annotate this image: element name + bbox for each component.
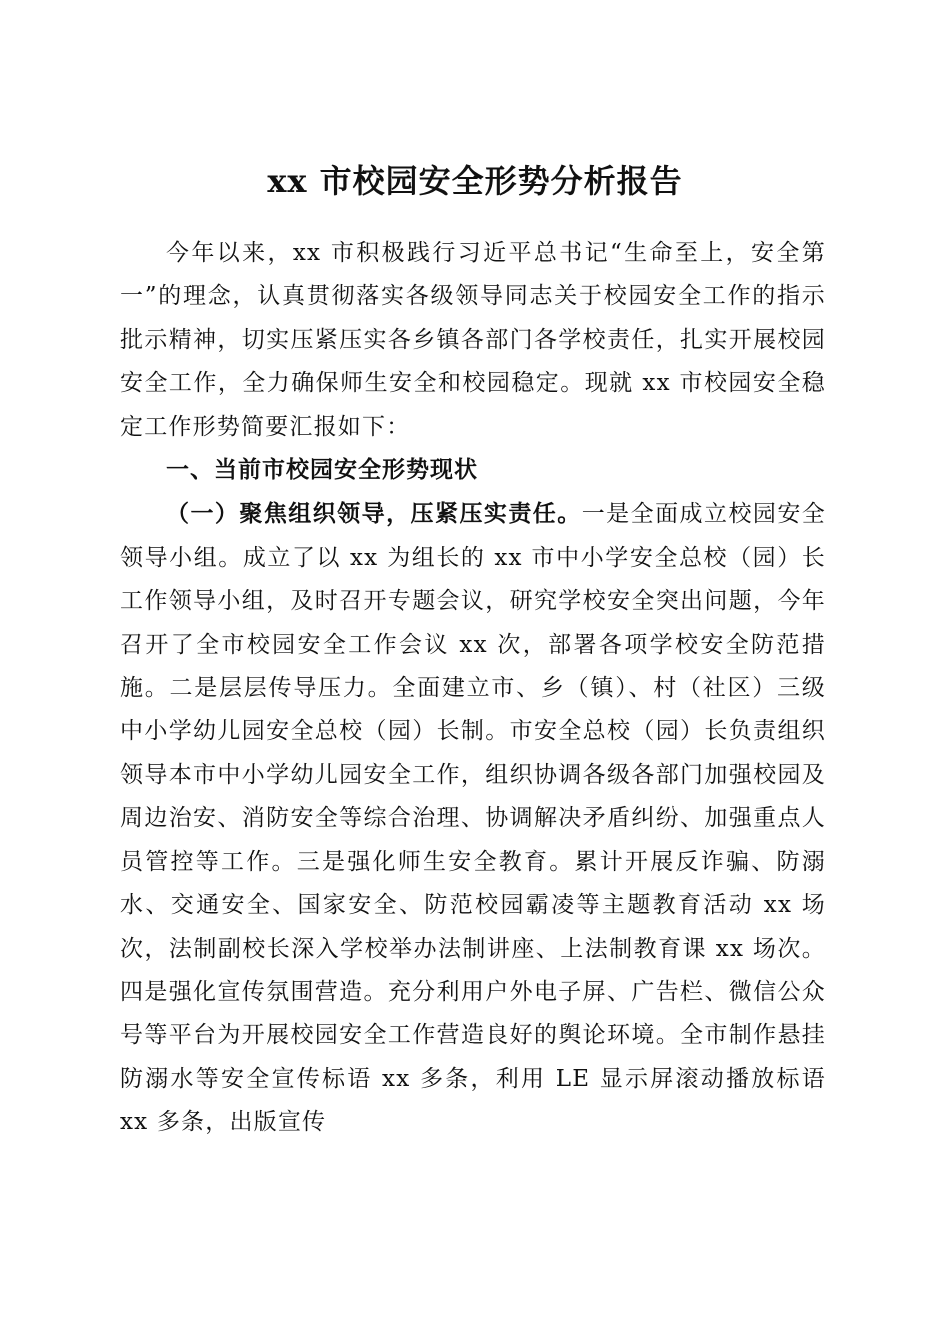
section-heading: 一、当前市校园安全形势现状 bbox=[166, 457, 478, 484]
document-body bbox=[120, 232, 826, 1145]
document-title: xx 市校园安全形势分析报告 bbox=[267, 162, 683, 201]
subsection-body: 一是全面成立校园安全领导小组。成立了以 xx 为组长的 xx 市中小学安全总校（园）长工作领导小组，及时召开专题会议，研究学校安全突出问题，今年召开了全市校园安全工作会议 xx 次，部署各项学校安全防范措施。二是层层传导压力。全面建立市、乡（镇）、村（社区）三级中小学幼儿园安全总校（园）长制。市安全总校（园）长负责组织领导本市中小学幼儿园安全工作，组织协调各级各部门加强校园及周边治安、消防安全等综合治理、协调解决矛盾纠纷、加强重点人员管控等工作。三是强化师生安全教育。累计开展反诈骗、防溺水、交通安全、国家安全、防范校园霸凌等主题教育活动 xx 场次，法制副校长深入学校举办法制讲座、上法制教育课 xx 场次。四是强化宣传氛围营造。充分利用户外电子屏、广告栏、微信公众号等平台为开展校园安全工作营造良好的舆论环境。全市制作悬挂防溺水等安全宣传标语 xx 多条，利用 LE 显示屏滚动播放标语 xx 多条，出版宣传 bbox=[120, 501, 827, 1136]
subsection-paragraph bbox=[120, 492, 826, 1144]
intro-paragraph: 今年以来，xx 市积极践行习近平总书记“生命至上，安全第一”的理念，认真贯彻落实各级领导同志关于校园安全工作的指示批示精神，切实压紧压实各乡镇各部门各学校责任，扎实开展校园安全工作，全力确保师生安全和校园稳定。现就 xx 市校园安全稳定工作形势简要汇报如下： bbox=[120, 240, 826, 440]
subsection-lead: （一）聚焦组织领导，压紧压实责任。 bbox=[166, 500, 582, 528]
